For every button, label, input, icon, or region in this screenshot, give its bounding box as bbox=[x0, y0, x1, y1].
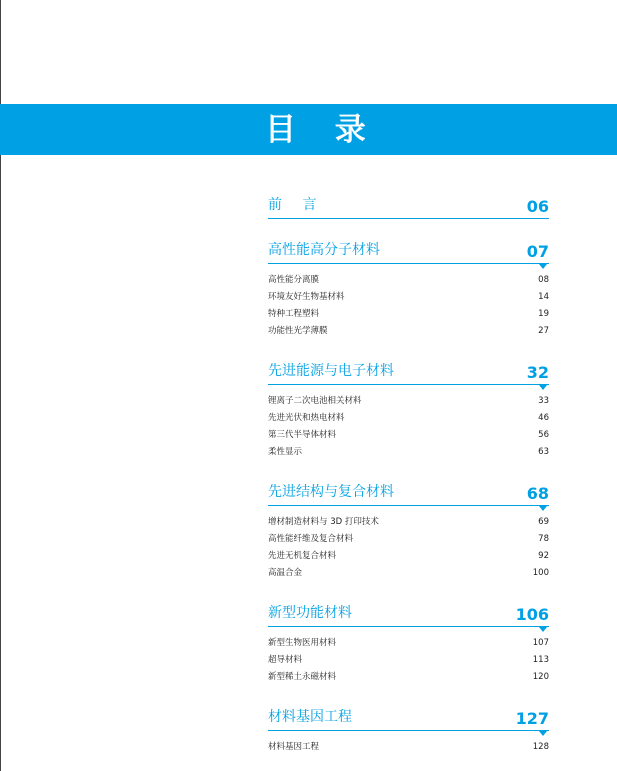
section-title: 前 言 bbox=[268, 197, 325, 213]
down-arrow-icon bbox=[539, 731, 547, 736]
item-page: 14 bbox=[538, 292, 549, 302]
item-label: 增材制造材料与 3D 打印技术 bbox=[268, 517, 379, 527]
down-arrow-icon bbox=[539, 506, 547, 511]
down-arrow-icon bbox=[539, 385, 547, 390]
toc-item[interactable] bbox=[268, 652, 549, 669]
item-page: 128 bbox=[532, 742, 549, 752]
page-title: 目 录 bbox=[265, 112, 380, 148]
section-page: 127 bbox=[515, 709, 549, 728]
item-label: 第三代半导体材料 bbox=[268, 430, 337, 440]
item-page: 92 bbox=[538, 551, 549, 561]
toc-item[interactable] bbox=[268, 427, 549, 444]
toc-item[interactable] bbox=[268, 739, 549, 756]
toc-item[interactable] bbox=[268, 393, 549, 410]
item-page: 08 bbox=[538, 275, 549, 285]
item-label: 功能性光学薄膜 bbox=[268, 326, 328, 336]
title-banner bbox=[0, 104, 617, 155]
item-label: 高温合金 bbox=[268, 568, 303, 578]
section-header[interactable] bbox=[268, 475, 549, 506]
item-label: 材料基因工程 bbox=[268, 742, 320, 752]
toc-item[interactable] bbox=[268, 272, 549, 289]
table-of-contents bbox=[268, 188, 549, 756]
item-page: 46 bbox=[538, 413, 549, 423]
item-page: 113 bbox=[532, 655, 549, 665]
section-page: 106 bbox=[515, 605, 549, 624]
item-page: 27 bbox=[538, 326, 549, 336]
item-label: 超导材料 bbox=[268, 655, 303, 665]
down-arrow-icon bbox=[539, 264, 547, 269]
toc-item[interactable] bbox=[268, 410, 549, 427]
item-page: 69 bbox=[538, 517, 549, 527]
toc-item[interactable] bbox=[268, 669, 549, 686]
toc-item[interactable] bbox=[268, 444, 549, 461]
item-page: 78 bbox=[538, 534, 549, 544]
toc-item[interactable] bbox=[268, 565, 549, 582]
section-page: 32 bbox=[526, 363, 549, 382]
toc-section-structural bbox=[268, 475, 549, 582]
toc-section-preface bbox=[268, 188, 549, 219]
toc-item[interactable] bbox=[268, 306, 549, 323]
section-title: 材料基因工程 bbox=[268, 709, 352, 725]
section-header[interactable] bbox=[268, 596, 549, 627]
item-label: 特种工程塑料 bbox=[268, 309, 320, 319]
toc-item[interactable] bbox=[268, 531, 549, 548]
section-title: 先进结构与复合材料 bbox=[268, 484, 394, 500]
section-page: 06 bbox=[526, 197, 549, 216]
section-header[interactable] bbox=[268, 233, 549, 264]
item-page: 33 bbox=[538, 396, 549, 406]
toc-item[interactable] bbox=[268, 323, 549, 340]
item-label: 新型稀土永磁材料 bbox=[268, 672, 337, 682]
toc-item[interactable] bbox=[268, 635, 549, 652]
item-page: 100 bbox=[532, 568, 549, 578]
section-title: 先进能源与电子材料 bbox=[268, 363, 394, 379]
toc-section-energy bbox=[268, 354, 549, 461]
item-label: 柔性显示 bbox=[268, 447, 303, 457]
toc-section-genome bbox=[268, 700, 549, 756]
item-label: 高性能分离膜 bbox=[268, 275, 320, 285]
item-page: 120 bbox=[532, 672, 549, 682]
section-header[interactable] bbox=[268, 700, 549, 731]
section-header[interactable] bbox=[268, 354, 549, 385]
item-label: 新型生物医用材料 bbox=[268, 638, 337, 648]
section-page: 07 bbox=[526, 242, 549, 261]
item-label: 先进光伏和热电材料 bbox=[268, 413, 345, 423]
section-page: 68 bbox=[526, 484, 549, 503]
item-page: 56 bbox=[538, 430, 549, 440]
toc-section-polymer bbox=[268, 233, 549, 340]
toc-item[interactable] bbox=[268, 548, 549, 565]
item-label: 环境友好生物基材料 bbox=[268, 292, 345, 302]
item-page: 107 bbox=[532, 638, 549, 648]
item-page: 63 bbox=[538, 447, 549, 457]
toc-item[interactable] bbox=[268, 514, 549, 531]
section-title: 高性能高分子材料 bbox=[268, 242, 380, 258]
toc-section-functional bbox=[268, 596, 549, 686]
section-header[interactable] bbox=[268, 188, 549, 219]
section-title: 新型功能材料 bbox=[268, 605, 352, 621]
item-label: 高性能纤维及复合材料 bbox=[268, 534, 354, 544]
item-page: 19 bbox=[538, 309, 549, 319]
item-label: 锂离子二次电池相关材料 bbox=[268, 396, 362, 406]
toc-item[interactable] bbox=[268, 289, 549, 306]
down-arrow-icon bbox=[539, 627, 547, 632]
item-label: 先进无机复合材料 bbox=[268, 551, 337, 561]
